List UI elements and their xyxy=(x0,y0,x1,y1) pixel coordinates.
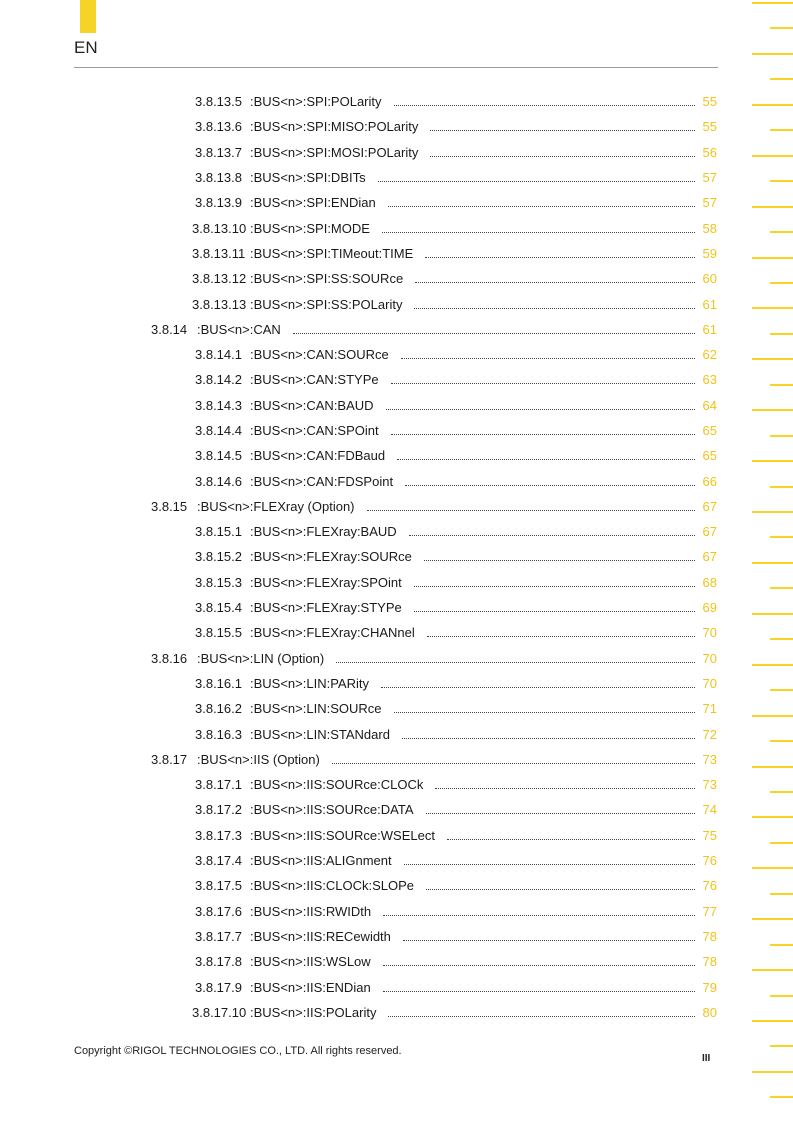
toc-page-link[interactable]: 67 xyxy=(702,549,717,565)
toc-subsection-entry[interactable] xyxy=(0,266,717,291)
toc-subsection-entry[interactable] xyxy=(0,595,717,620)
chapter-tab-line xyxy=(752,1020,793,1022)
toc-page-link[interactable]: 71 xyxy=(702,701,717,717)
toc-subsection-entry[interactable] xyxy=(0,620,717,645)
toc-dot-leader xyxy=(427,636,695,637)
chapter-tab-line xyxy=(770,536,793,538)
toc-dot-leader xyxy=(383,915,695,916)
toc-subsection-entry[interactable] xyxy=(0,468,717,493)
toc-entry-number: 3.8.17.5 xyxy=(195,878,242,894)
toc-page-link[interactable]: 60 xyxy=(702,271,717,287)
toc-entry-title[interactable]: :BUS<n>:IIS:SOURce:DATA xyxy=(250,802,414,818)
toc-subsection-entry[interactable] xyxy=(0,114,717,139)
chapter-tab-line xyxy=(770,129,793,131)
toc-entry-number: 3.8.13.5 xyxy=(195,94,242,110)
toc-entry-number: 3.8.17.1 xyxy=(195,777,242,793)
toc-dot-leader xyxy=(293,333,695,334)
toc-entry-number: 3.8.14.6 xyxy=(195,473,242,489)
toc-page-link[interactable]: 75 xyxy=(702,827,717,843)
toc-subsection-entry[interactable] xyxy=(0,140,717,165)
chapter-tab-line xyxy=(752,1071,793,1073)
chapter-tab-line xyxy=(752,918,793,920)
toc-dot-leader xyxy=(391,434,695,435)
chapter-tab-line xyxy=(770,180,793,182)
toc-entry-title[interactable]: :BUS<n>:IIS (Option) xyxy=(197,751,320,767)
toc-entry-number: 3.8.17.10 xyxy=(192,1004,247,1020)
chapter-tab-line xyxy=(770,587,793,589)
toc-entry-number: 3.8.17.2 xyxy=(195,802,242,818)
toc-entry-title[interactable]: :BUS<n>:IIS:RECewidth xyxy=(250,928,391,944)
toc-page-link[interactable]: 73 xyxy=(702,751,717,767)
toc-subsection-entry[interactable] xyxy=(0,190,717,215)
toc-dot-leader xyxy=(394,712,696,713)
chapter-tab-line xyxy=(752,766,793,768)
toc-entry-number: 3.8.14.3 xyxy=(195,397,242,413)
chapter-tab-line xyxy=(752,257,793,259)
toc-dot-leader xyxy=(430,156,695,157)
chapter-tab-line xyxy=(770,486,793,488)
toc-subsection-entry[interactable] xyxy=(0,443,717,468)
chapter-tab-line xyxy=(752,816,793,818)
toc-page-link[interactable]: 79 xyxy=(702,979,717,995)
toc-subsection-entry[interactable] xyxy=(0,241,717,266)
chapter-tab-line xyxy=(770,333,793,335)
toc-entry-title[interactable]: :BUS<n>:LIN:STANdard xyxy=(250,726,390,742)
toc-page-link[interactable]: 63 xyxy=(702,372,717,388)
toc-subsection-entry[interactable] xyxy=(0,949,717,974)
toc-subsection-entry[interactable] xyxy=(0,974,717,999)
toc-entry-title[interactable]: :BUS<n>:SPI:MODE xyxy=(250,220,370,236)
toc-section-entry[interactable] xyxy=(0,494,717,519)
toc-entry-number: 3.8.13.6 xyxy=(195,119,242,135)
toc-dot-leader xyxy=(381,687,695,688)
toc-page-link[interactable]: 78 xyxy=(702,954,717,970)
toc-subsection-entry[interactable] xyxy=(0,215,717,240)
toc-subsection-entry[interactable] xyxy=(0,873,717,898)
toc-dot-leader xyxy=(367,510,695,511)
chapter-tab-line xyxy=(770,893,793,895)
toc-entry-number: 3.8.13.7 xyxy=(195,144,242,160)
toc-entry-title[interactable]: :BUS<n>:CAN:STYPe xyxy=(250,372,379,388)
toc-entry-number: 3.8.15.2 xyxy=(195,549,242,565)
toc-dot-leader xyxy=(332,763,695,764)
toc-entry-title[interactable]: :BUS<n>:IIS:CLOCk:SLOPe xyxy=(250,878,415,894)
toc-entry-title[interactable]: :BUS<n>:CAN xyxy=(197,321,281,337)
toc-page-link[interactable]: 61 xyxy=(702,296,717,312)
toc-subsection-entry[interactable] xyxy=(0,418,717,443)
toc-dot-leader xyxy=(426,889,695,890)
toc-entry-title[interactable]: :BUS<n>:CAN:SPOint xyxy=(250,423,379,438)
toc-page-link[interactable]: 67 xyxy=(702,524,717,540)
toc-entry-number: 3.8.17 xyxy=(151,751,188,767)
toc-dot-leader xyxy=(382,232,695,233)
chapter-tab-line xyxy=(752,511,793,513)
toc-section-entry[interactable] xyxy=(0,317,717,342)
toc-page-link[interactable]: 78 xyxy=(702,928,717,944)
toc-dot-leader xyxy=(425,257,695,258)
toc-subsection-entry[interactable] xyxy=(0,721,717,746)
chapter-tab-line xyxy=(752,358,793,360)
toc-dot-leader xyxy=(394,105,695,106)
toc-entry-title[interactable]: :BUS<n>:FLEXray:STYPe xyxy=(250,600,402,616)
chapter-tab-line xyxy=(752,307,793,309)
chapter-tab-line xyxy=(770,740,793,742)
chapter-tab-line xyxy=(770,1045,793,1047)
toc-entry-title[interactable]: :BUS<n>:CAN:FDBaud xyxy=(250,448,386,464)
toc-subsection-entry[interactable] xyxy=(0,291,717,316)
chapter-tab-line xyxy=(752,613,793,615)
chapter-tab-line xyxy=(770,995,793,997)
toc-entry-title[interactable]: :BUS<n>:SPI:POLarity xyxy=(250,94,382,110)
toc-page-link[interactable]: 55 xyxy=(702,94,717,110)
toc-subsection-entry[interactable] xyxy=(0,165,717,190)
toc-page-link[interactable]: 77 xyxy=(702,903,717,919)
toc-page-link[interactable]: 57 xyxy=(702,170,717,186)
page-number: III xyxy=(702,1053,711,1064)
toc-entry-title[interactable]: :BUS<n>:IIS:ALIGnment xyxy=(250,853,392,869)
toc-entry-number: 3.8.17.7 xyxy=(195,928,242,944)
toc-page-link[interactable]: 55 xyxy=(702,119,717,135)
toc-page-link[interactable]: 67 xyxy=(702,498,717,514)
toc-entry-title[interactable]: :BUS<n>:FLEXray (Option) xyxy=(197,498,355,514)
chapter-tab-line xyxy=(770,944,793,946)
toc-subsection-entry[interactable] xyxy=(0,544,717,569)
toc-entry-number: 3.8.14.5 xyxy=(195,448,242,464)
toc-entry-number: 3.8.17.8 xyxy=(195,954,242,970)
toc-dot-leader xyxy=(404,864,695,865)
toc-dot-leader xyxy=(336,662,695,663)
toc-entry-title[interactable]: :BUS<n>:CAN:SOURce xyxy=(250,347,389,363)
toc-entry-number: 3.8.13.10 xyxy=(192,220,247,236)
toc-entry-title[interactable]: :BUS<n>:FLEXray:SOURce xyxy=(250,549,412,565)
toc-entry-title[interactable]: :BUS<n>:SPI:MISO:POLarity xyxy=(250,119,419,135)
toc-subsection-entry[interactable] xyxy=(0,342,717,367)
toc-entry-number: 3.8.14.1 xyxy=(195,347,242,363)
toc-entry-number: 3.8.16.1 xyxy=(195,675,242,691)
toc-page-link[interactable]: 73 xyxy=(702,777,717,793)
chapter-tab-line xyxy=(752,53,793,55)
chapter-tab-line xyxy=(752,206,793,208)
chapter-tab-line xyxy=(752,664,793,666)
chapter-tab-strip xyxy=(752,0,793,1122)
chapter-tab-line xyxy=(770,638,793,640)
toc-entry-number: 3.8.14.4 xyxy=(195,423,242,438)
chapter-tab-line xyxy=(770,78,793,80)
chapter-tab-line xyxy=(770,689,793,691)
toc-dot-leader xyxy=(388,1016,695,1017)
header-divider xyxy=(74,67,718,68)
toc-entry-number: 3.8.17.6 xyxy=(195,903,242,919)
toc-entry-number: 3.8.16.2 xyxy=(195,701,242,717)
toc-entry-number: 3.8.17.4 xyxy=(195,853,242,869)
toc-subsection-entry[interactable] xyxy=(0,848,717,873)
toc-page-link[interactable]: 56 xyxy=(702,144,717,160)
toc-subsection-entry[interactable] xyxy=(0,823,717,848)
toc-page-link[interactable]: 69 xyxy=(702,600,717,616)
toc-page-link[interactable]: 65 xyxy=(702,448,717,464)
toc-entry-number: 3.8.13.8 xyxy=(195,170,242,186)
toc-entry-title[interactable]: :BUS<n>:FLEXray:BAUD xyxy=(250,524,397,540)
toc-dot-leader xyxy=(403,940,695,941)
toc-dot-leader xyxy=(391,383,695,384)
header-accent-bar xyxy=(80,0,96,33)
toc-entry-number: 3.8.15.3 xyxy=(195,574,242,590)
chapter-tab-line xyxy=(770,791,793,793)
toc-subsection-entry[interactable] xyxy=(0,924,717,949)
toc-dot-leader xyxy=(405,485,695,486)
chapter-tab-line xyxy=(752,562,793,564)
toc-dot-leader xyxy=(435,788,695,789)
toc-page-link[interactable]: 76 xyxy=(702,878,717,894)
toc-dot-leader xyxy=(378,181,695,182)
toc-dot-leader xyxy=(415,282,695,283)
toc-entry-title[interactable]: :BUS<n>:LIN:PARity xyxy=(250,675,369,691)
toc-subsection-entry[interactable] xyxy=(0,772,717,797)
toc-dot-leader xyxy=(383,965,695,966)
toc-page-link[interactable]: 80 xyxy=(702,1004,717,1020)
toc-entry-title[interactable]: :BUS<n>:LIN:SOURce xyxy=(250,701,382,717)
toc-dot-leader xyxy=(447,839,695,840)
chapter-tab-line xyxy=(752,867,793,869)
toc-subsection-entry[interactable] xyxy=(0,671,717,696)
toc-entry-number: 3.8.13.12 xyxy=(192,271,247,287)
toc-subsection-entry[interactable] xyxy=(0,393,717,418)
toc-dot-leader xyxy=(414,611,695,612)
toc-dot-leader xyxy=(402,738,695,739)
toc-page-link[interactable]: 61 xyxy=(702,321,717,337)
toc-subsection-entry[interactable] xyxy=(0,519,717,544)
toc-entry-title[interactable]: :BUS<n>:FLEXray:CHANnel xyxy=(250,625,415,641)
toc-dot-leader xyxy=(426,813,695,814)
copyright-notice: Copyright ©RIGOL TECHNOLOGIES CO., LTD. All rights reserved. xyxy=(74,1045,402,1057)
toc-dot-leader xyxy=(424,560,695,561)
toc-dot-leader xyxy=(414,586,695,587)
toc-subsection-entry[interactable] xyxy=(0,797,717,822)
toc-page-link[interactable]: 64 xyxy=(702,397,717,413)
toc-dot-leader xyxy=(397,459,695,460)
chapter-tab-line xyxy=(752,715,793,717)
table-of-contents xyxy=(0,89,793,1025)
toc-subsection-entry[interactable] xyxy=(0,1000,717,1025)
toc-subsection-entry[interactable] xyxy=(0,367,717,392)
toc-entry-title[interactable]: :BUS<n>:SPI:DBITs xyxy=(250,170,366,186)
toc-page-link[interactable]: 66 xyxy=(702,473,717,489)
chapter-tab-line xyxy=(770,435,793,437)
toc-entry-number: 3.8.16.3 xyxy=(195,726,242,742)
toc-dot-leader xyxy=(386,409,695,410)
chapter-tab-line xyxy=(770,282,793,284)
chapter-tab-line xyxy=(752,155,793,157)
toc-entry-title[interactable]: :BUS<n>:SPI:SS:POLarity xyxy=(250,296,403,312)
toc-dot-leader xyxy=(401,358,695,359)
toc-page-link[interactable]: 74 xyxy=(702,802,717,818)
chapter-tab-line xyxy=(752,460,793,462)
chapter-tab-line xyxy=(752,969,793,971)
toc-section-entry[interactable] xyxy=(0,646,717,671)
chapter-tab-line xyxy=(752,409,793,411)
toc-entry-number: 3.8.14.2 xyxy=(195,372,242,388)
toc-entry-number: 3.8.15.1 xyxy=(195,524,242,540)
toc-entry-number: 3.8.14 xyxy=(151,321,188,337)
toc-entry-title[interactable]: :BUS<n>:IIS:RWIDth xyxy=(250,903,372,919)
toc-entry-title[interactable]: :BUS<n>:IIS:WSLow xyxy=(250,954,371,970)
toc-page-link[interactable]: 58 xyxy=(702,220,717,236)
toc-entry-title[interactable]: :BUS<n>:SPI:SS:SOURce xyxy=(250,271,404,287)
toc-entry-number: 3.8.16 xyxy=(151,650,188,666)
chapter-tab-line xyxy=(752,104,793,106)
chapter-tab-line xyxy=(770,384,793,386)
toc-page-link[interactable]: 70 xyxy=(702,650,717,666)
toc-dot-leader xyxy=(409,535,695,536)
toc-entry-number: 3.8.15.4 xyxy=(195,600,242,616)
toc-entry-title[interactable]: :BUS<n>:IIS:SOURce:CLOCk xyxy=(250,777,424,793)
toc-entry-number: 3.8.13.9 xyxy=(195,195,242,211)
toc-entry-number: 3.8.17.3 xyxy=(195,827,242,843)
toc-entry-number: 3.8.15.5 xyxy=(195,625,242,641)
toc-entry-title[interactable]: :BUS<n>:FLEXray:SPOint xyxy=(250,574,402,590)
toc-page-link[interactable]: 65 xyxy=(702,423,717,438)
toc-dot-leader xyxy=(388,206,695,207)
toc-entry-title[interactable]: :BUS<n>:CAN:BAUD xyxy=(250,397,374,413)
toc-subsection-entry[interactable] xyxy=(0,89,717,114)
toc-entry-title[interactable]: :BUS<n>:LIN (Option) xyxy=(197,650,325,666)
toc-page-link[interactable]: 76 xyxy=(702,853,717,869)
toc-subsection-entry[interactable] xyxy=(0,570,717,595)
toc-entry-number: 3.8.15 xyxy=(151,498,188,514)
toc-subsection-entry[interactable] xyxy=(0,899,717,924)
chapter-tab-line xyxy=(770,231,793,233)
toc-dot-leader xyxy=(414,308,695,309)
toc-page-link[interactable]: 68 xyxy=(702,574,717,590)
toc-page-link[interactable]: 59 xyxy=(702,245,717,261)
toc-section-entry[interactable] xyxy=(0,747,717,772)
toc-entry-title[interactable]: :BUS<n>:SPI:ENDian xyxy=(250,195,376,211)
toc-dot-leader xyxy=(430,130,695,131)
chapter-tab-line xyxy=(770,1096,793,1098)
toc-page-link[interactable]: 62 xyxy=(702,347,717,363)
toc-page-link[interactable]: 57 xyxy=(702,195,717,211)
toc-entry-number: 3.8.17.9 xyxy=(195,979,242,995)
toc-subsection-entry[interactable] xyxy=(0,696,717,721)
toc-entry-title[interactable]: :BUS<n>:IIS:ENDian xyxy=(250,979,371,995)
chapter-tab-line xyxy=(770,27,793,29)
toc-entry-number: 3.8.13.11 xyxy=(192,245,246,261)
toc-entry-number: 3.8.13.13 xyxy=(192,296,247,312)
chapter-tab-line xyxy=(770,842,793,844)
toc-entry-title[interactable]: :BUS<n>:SPI:MOSI:POLarity xyxy=(250,144,419,160)
language-label: EN xyxy=(74,38,98,57)
toc-entry-title[interactable]: :BUS<n>:IIS:POLarity xyxy=(250,1004,377,1020)
toc-page-link[interactable]: 70 xyxy=(702,625,717,641)
toc-page-link[interactable]: 72 xyxy=(702,726,717,742)
toc-page-link[interactable]: 70 xyxy=(702,675,717,691)
toc-entry-title[interactable]: :BUS<n>:SPI:TIMeout:TIME xyxy=(250,245,414,261)
toc-dot-leader xyxy=(383,991,695,992)
chapter-tab-line xyxy=(752,2,793,4)
toc-entry-title[interactable]: :BUS<n>:IIS:SOURce:WSELect xyxy=(250,827,435,843)
toc-entry-title[interactable]: :BUS<n>:CAN:FDSPoint xyxy=(250,473,394,489)
